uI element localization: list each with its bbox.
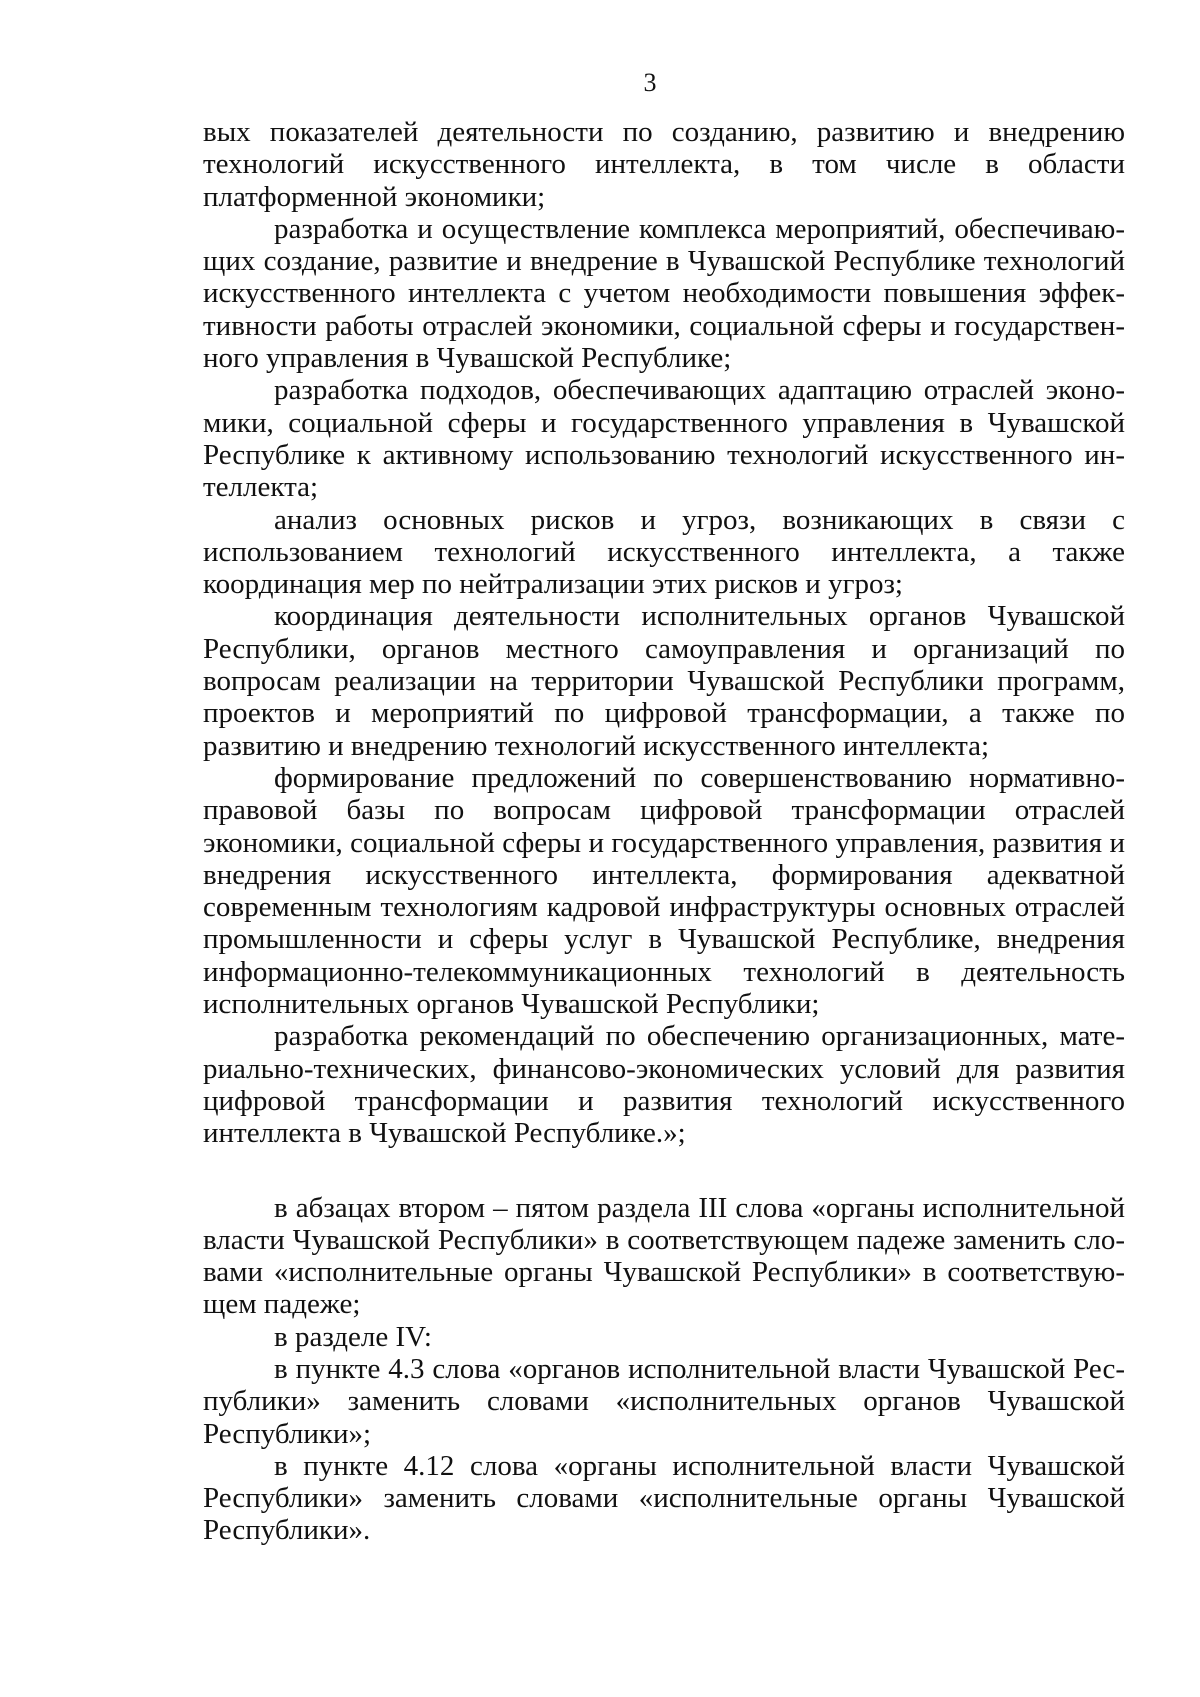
paragraph: в пункте 4.12 слова «органы исполнительной власти Чувашской Республики» заменить словами «исполнительные органы Чувашской Республики». — [203, 1449, 1125, 1547]
paragraph: разработка рекомендаций по обеспечению организационных, материально-технических, финансово-экономических условий для развития цифровой трансформации и развития технологий искусственного интеллекта в Чувашской Республике.»; — [203, 1020, 1125, 1150]
section-gap — [203, 1150, 1125, 1192]
paragraph: разработка и осуществление комплекса мероприятий, обеспечивающих создание, развитие и внедрение в Чувашской Республике технологий искусственного интеллекта с учетом необходимости повышения эффективности работы отраслей экономики, социальной сферы и государственного управления в Чувашской Республике; — [203, 212, 1125, 375]
paragraph: в пункте 4.3 слова «органов исполнительной власти Чувашской Республики» заменить словами «исполнительных органов Чувашской Республики»; — [203, 1352, 1125, 1450]
paragraph: координация деятельности исполнительных органов Чувашской Республики, органов местного самоуправления и организаций по вопросам реализации на территории Чувашской Республики программ, проектов и мероприятий по цифровой трансформации, а также по развитию и внедрению технологий искусственного интеллекта; — [203, 600, 1125, 762]
paragraph: разработка подходов, обеспечивающих адаптацию отраслей экономики, социальной сферы и государственного управления в Чувашской Республике к активному использованию технологий искусственного интеллекта; — [203, 374, 1125, 504]
paragraph: в разделе IV: — [274, 1320, 432, 1353]
document-body — [203, 116, 1125, 1547]
paragraph: в абзацах втором – пятом раздела III слова «органы исполнительной власти Чувашской Республики» в соответствующем падеже заменить словами «исполнительные органы Чувашской Республики» в соответствующем падеже; — [203, 1191, 1125, 1321]
paragraph: формирование предложений по совершенствованию нормативно-правовой базы по вопросам цифровой трансформации отраслей экономики, социальной сферы и государственного управления, развития и внедрения искусственного интеллекта, формирования адекватной современным технологиям кадровой инфраструктуры основных отраслей промышленности и сферы услуг в Чувашской Республике, внедрения информационно-телекоммуникационных технологий в деятельность исполнительных органов Чувашской Республики; — [203, 761, 1125, 1021]
page-number: 3 — [643, 68, 657, 97]
paragraph-continuation: вых показателей деятельности по созданию, развитию и внедрению технологий искусственного интеллекта, в том числе в области платформенной экономики; — [203, 116, 1125, 213]
paragraph: анализ основных рисков и угроз, возникающих в связи с использованием технологий искусственного интеллекта, а также координация мер по нейтрализации этих рисков и угроз; — [203, 503, 1125, 601]
